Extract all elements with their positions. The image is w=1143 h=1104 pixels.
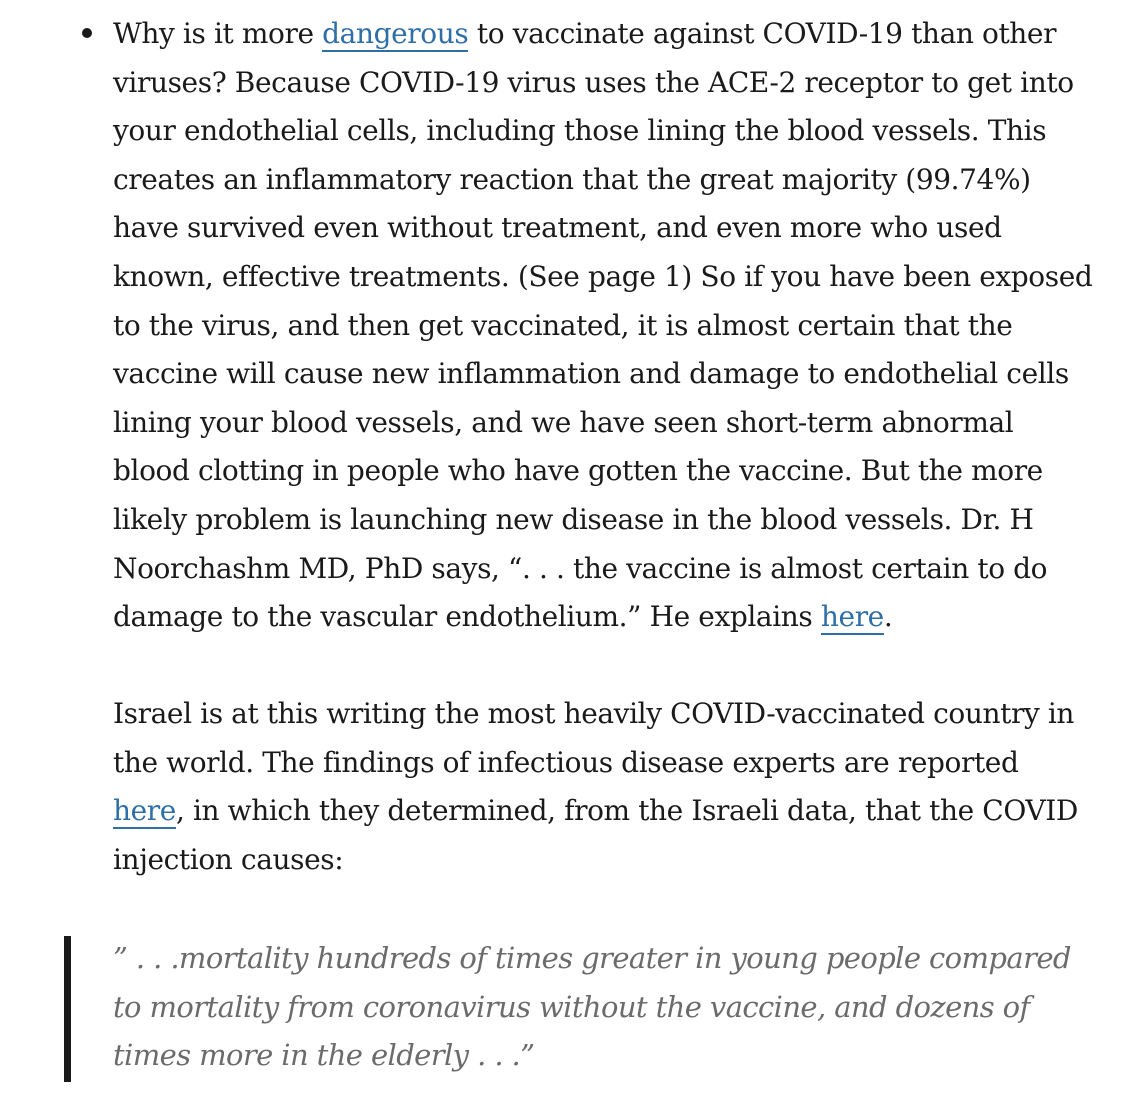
bullet-item <box>113 10 1098 642</box>
dangerous-link[interactable]: dangerous <box>322 17 469 50</box>
israel-paragraph <box>113 690 1098 884</box>
quote-bar <box>64 936 71 1082</box>
here-link-israel[interactable]: here <box>113 794 176 828</box>
bullet-text-end: . <box>883 600 893 634</box>
bullet-text-start: Why is it more <box>113 17 323 50</box>
bullet-list <box>113 10 1098 642</box>
bullet-text-body: to vaccinate against COVID-19 than other viruses? Because COVID-19 virus uses the ACE-2 receptor to get into your endothelial cells, including those lining the blood vessels. This creates an inflammatory reaction that the great majority (99.74%) have survived even without treatment, and even more who used known, effective treatments. (See page 1) So if you have been exposed to the virus, and then get vaccinated, it is almost certain that the vaccine will cause new inflammation and damage to endothelial cells lining your blood vessels, and we have seen short-term abnormal blood clotting in people who have gotten the vaccine. But the more likely problem is launching new disease in the blood vessels. Dr. H Noorchashm MD, PhD says, “. . . the vaccine is almost certain to do damage to the vascular endothelium.” He explains <box>113 17 1093 634</box>
quote-text: ” . . .mortality hundreds of times greater in young people compared to mortality from coronavirus without the vaccine, and dozens of times more in the elderly . . .” <box>113 941 1071 1073</box>
israel-text-end: , in which they determined, from the Israeli data, that the COVID injection causes: <box>113 794 1078 876</box>
bullet-dot-icon <box>82 28 92 38</box>
israel-text-start: Israel is at this writing the most heavily COVID-vaccinated country in the world. The findings of infectious disease experts are reported <box>113 697 1075 779</box>
here-link-noorchashm[interactable]: here <box>820 600 884 634</box>
blockquote <box>64 936 1071 1082</box>
